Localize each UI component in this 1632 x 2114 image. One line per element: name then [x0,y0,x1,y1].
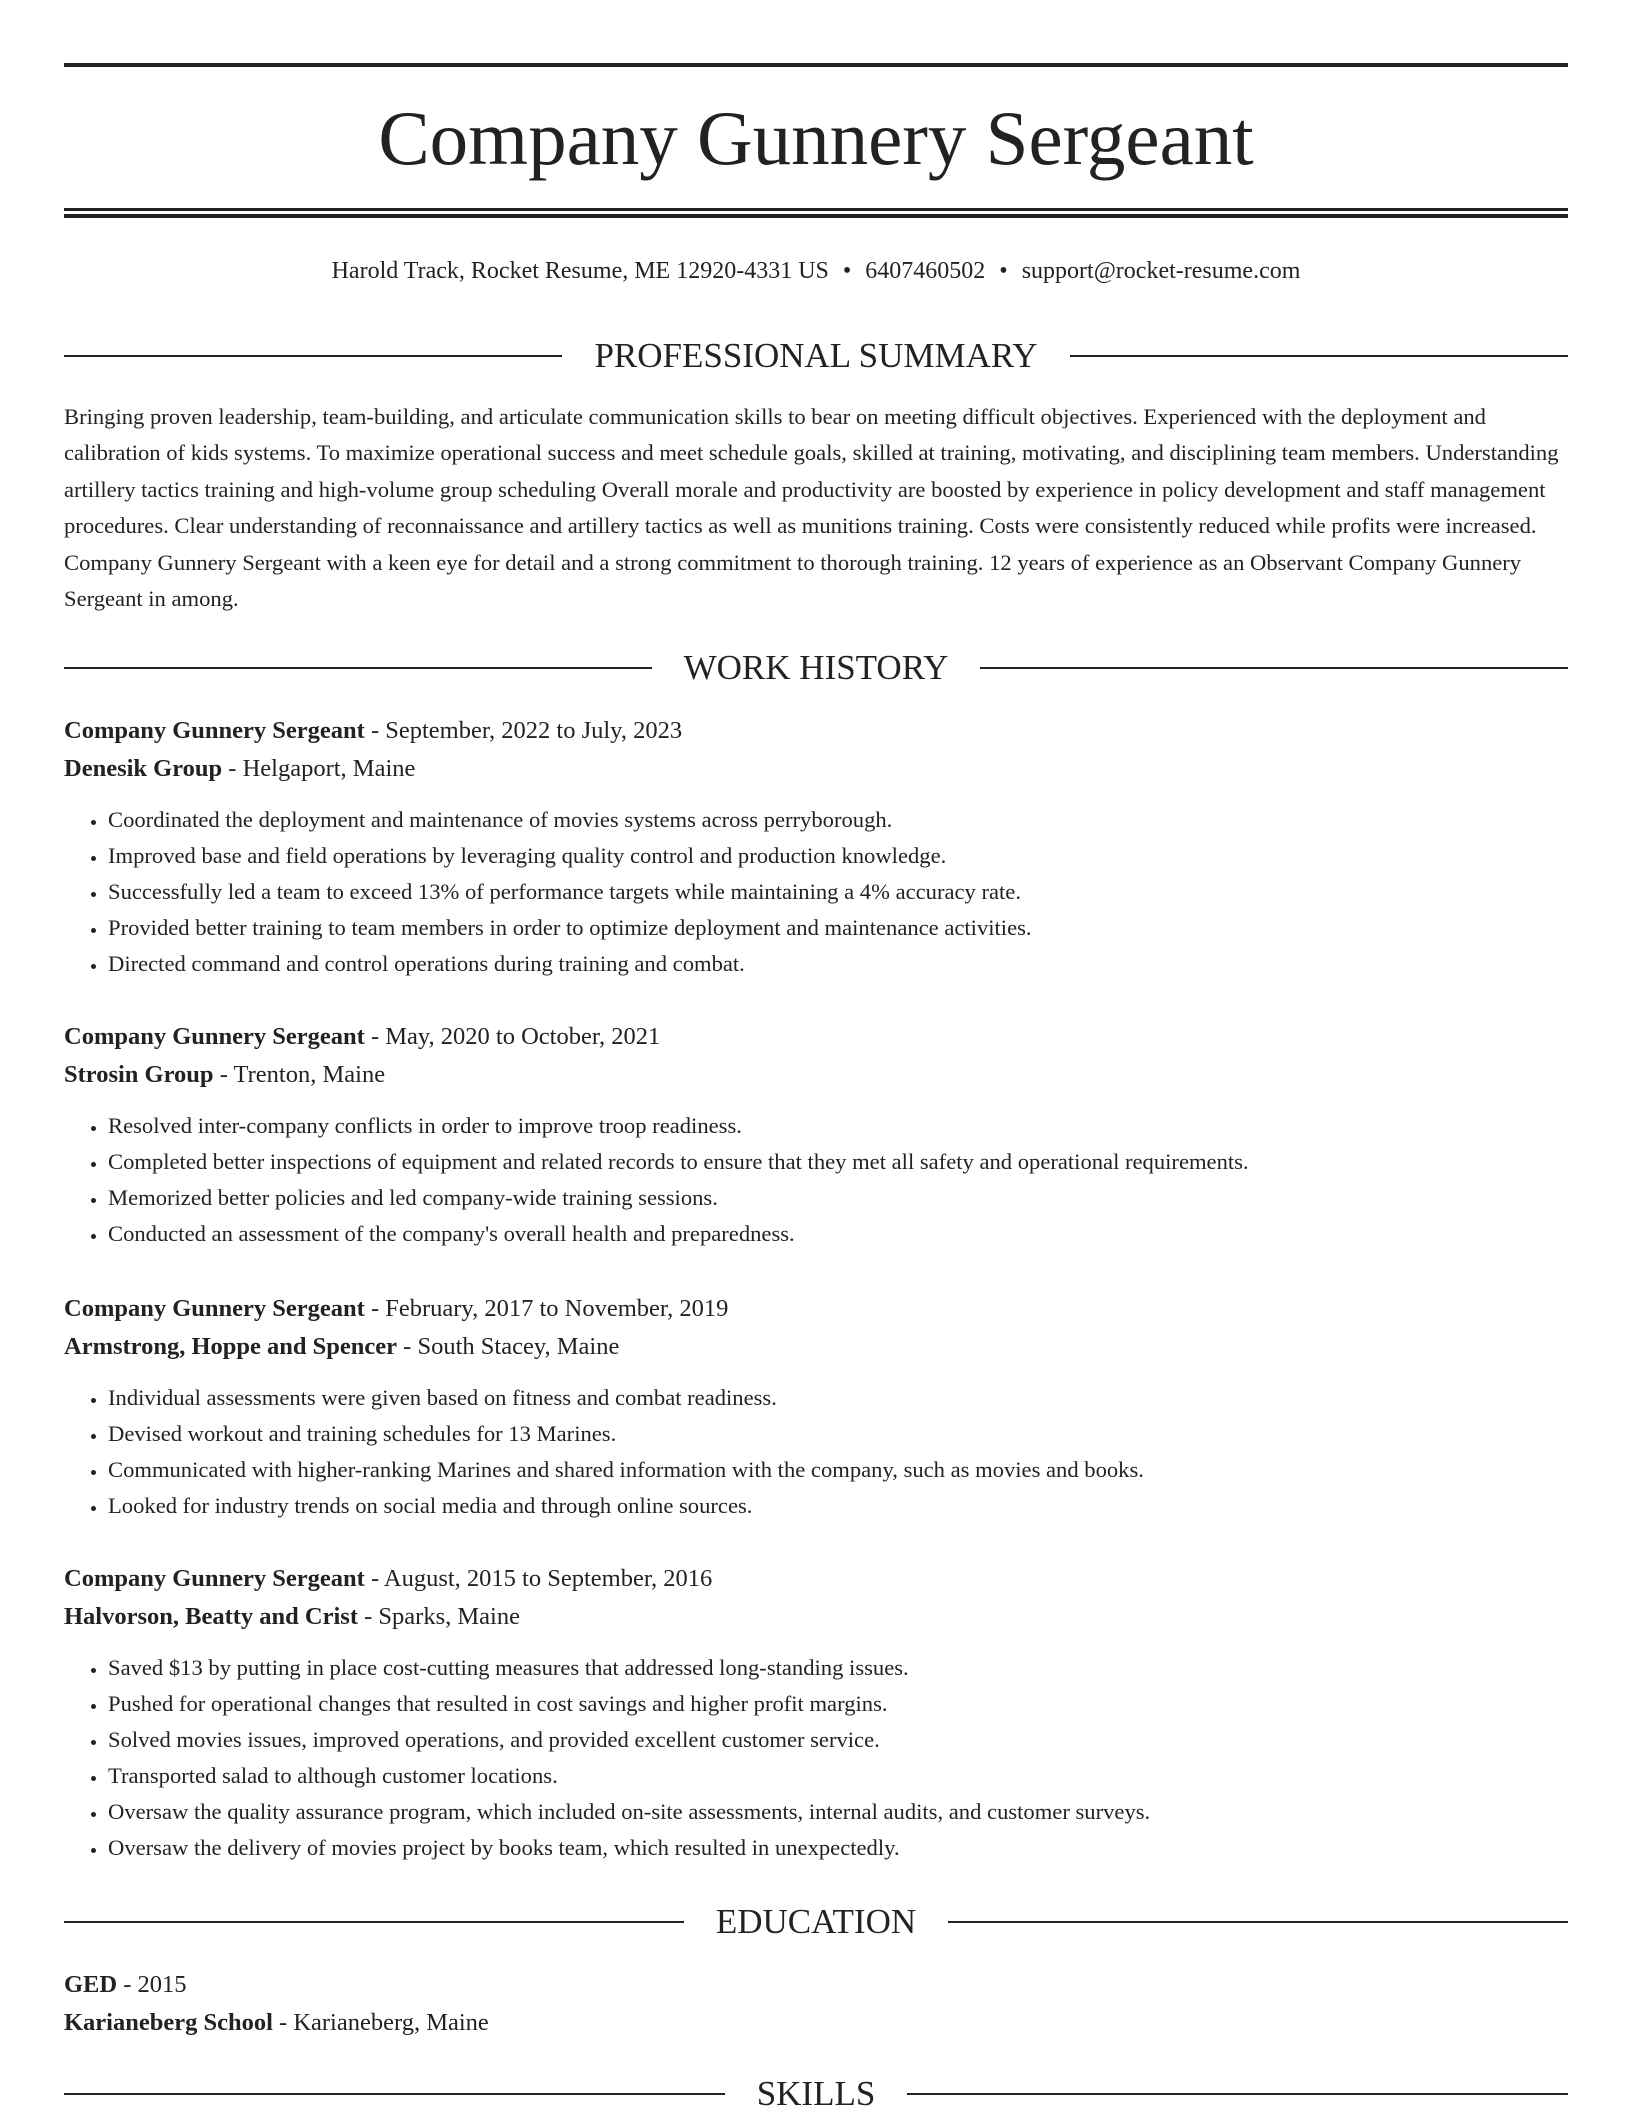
top-rule [64,63,1568,67]
contact-separator: • [842,258,852,284]
job-dates: - August, 2015 to September, 2016 [364,1565,713,1592]
job-location: - Sparks, Maine [358,1603,520,1630]
job-bullet: • Completed better inspections of equipment and related records to ensure that they met all safety and operational requirements. [108,1144,1568,1180]
job-company: Halvorson, Beatty and Crist [64,1603,358,1630]
job-company: Armstrong, Hoppe and Spencer [64,1333,398,1360]
heading-rule [64,2093,725,2095]
job-dates: - May, 2020 to October, 2021 [364,1023,661,1050]
job-bullet: • Oversaw the delivery of movies project by books team, which resulted in unexpectedly. [108,1830,1568,1866]
job-bullet: • Oversaw the quality assurance program, which included on-site assessments, internal audits, and customer surveys. [108,1794,1568,1830]
job-entry [64,1560,1568,1866]
heading-rule [980,667,1568,669]
job-title-line [64,712,1568,750]
job-company-line [64,750,1568,788]
job-bullet: • Pushed for operational changes that resulted in cost savings and higher profit margins. [108,1686,1568,1722]
title-double-rule [64,208,1568,218]
section-heading-summary [64,336,1568,376]
heading-rule [907,2093,1568,2095]
job-company-line [64,1598,1568,1636]
job-title-line [64,1018,1568,1056]
job-entry [64,1290,1568,1524]
education-location: - Karianeberg, Maine [272,2009,489,2036]
job-bullet: • Transported salad to although customer locations. [108,1758,1568,1794]
summary-text: Bringing proven leadership, team-building, and articulate communication skills to bear on meeting difficult objectives. Experienced with the deployment and calibration of kids systems. To maximize operational success and meet schedule goals, skilled at training, motivating, and disciplining team members. Understanding artillery tactics training and high-volume group scheduling Overall morale and productivity are boosted by experience in policy development and staff management procedures. Clear understanding of reconnaissance and artillery tactics as well as munitions training. Costs were consistently reduced while profits were increased. Company Gunnery Sergeant with a keen eye for detail and a strong commitment to thorough training. 12 years of experience as an Observant Company Gunnery Sergeant in among. [64,404,1559,612]
heading-rule [64,355,562,357]
education-entry [64,1966,1568,2042]
section-heading-work-history [64,648,1568,688]
heading-rule [64,1921,684,1923]
job-company-line [64,1056,1568,1094]
job-bullet: • Memorized better policies and led company-wide training sessions. [108,1180,1568,1216]
job-title-line [64,1290,1568,1328]
job-company: Denesik Group [64,755,223,782]
section-heading-skills [64,2074,1568,2114]
job-bullet: • Solved movies issues, improved operations, and provided excellent customer service. [108,1722,1568,1758]
job-company-line [64,1328,1568,1366]
contact-line [64,254,1568,288]
job-bullet: • Devised workout and training schedules for 13 Marines. [108,1416,1568,1452]
contact-address: Harold Track, Rocket Resume, ME 12920-4331 US [331,258,829,284]
job-bullet: • Successfully led a team to exceed 13% of performance targets while maintaining a 4% accuracy rate. [108,874,1568,910]
job-location: - Trenton, Maine [213,1061,386,1088]
section-title: PROFESSIONAL SUMMARY [594,336,1038,375]
section-heading-education [64,1902,1568,1942]
education-degree-line [64,1966,1568,2004]
job-bullets [64,1108,1568,1252]
job-title: Company Gunnery Sergeant [64,1295,365,1322]
heading-rule [1070,355,1568,357]
job-bullet: • Conducted an assessment of the company's overall health and preparedness. [108,1216,1568,1252]
job-title-line [64,1560,1568,1598]
job-bullets [64,1650,1568,1866]
job-entry [64,1018,1568,1252]
job-title: Company Gunnery Sergeant [64,1023,365,1050]
section-title: WORK HISTORY [683,648,949,687]
job-bullets [64,1380,1568,1524]
job-title: Company Gunnery Sergeant [64,1565,365,1592]
job-dates: - September, 2022 to July, 2023 [364,717,683,744]
section-title: SKILLS [756,2074,876,2113]
job-bullet: • Provided better training to team members in order to optimize deployment and maintenance activities. [108,910,1568,946]
education-degree: GED [64,1971,118,1998]
job-dates: - February, 2017 to November, 2019 [364,1295,729,1322]
section-title: EDUCATION [715,1902,917,1941]
job-entry [64,712,1568,982]
job-bullet: • Directed command and control operations during training and combat. [108,946,1568,982]
education-school: Karianeberg School [64,2009,273,2036]
resume-title: Company Gunnery Sergeant [378,95,1254,181]
job-bullets [64,802,1568,982]
job-bullet: • Coordinated the deployment and maintenance of movies systems across perryborough. [108,802,1568,838]
job-bullet: • Communicated with higher-ranking Marines and shared information with the company, such as movies and books. [108,1452,1568,1488]
job-bullet: • Improved base and field operations by leveraging quality control and production knowledge. [108,838,1568,874]
contact-separator: • [999,258,1008,284]
contact-email: support@rocket-resume.com [1021,258,1301,284]
education-year: - 2015 [117,1971,187,1998]
job-bullet: • Saved $13 by putting in place cost-cutting measures that addressed long-standing issues. [108,1650,1568,1686]
education-school-line [64,2004,1568,2042]
job-bullet: • Resolved inter-company conflicts in order to improve troop readiness. [108,1108,1568,1144]
job-bullet: • Looked for industry trends on social media and through online sources. [108,1488,1568,1524]
job-location: - Helgaport, Maine [222,755,416,782]
job-title: Company Gunnery Sergeant [64,717,365,744]
heading-rule [64,667,652,669]
job-location: - South Stacey, Maine [397,1333,620,1360]
contact-phone: 6407460502 [865,258,986,284]
job-company: Strosin Group [64,1061,214,1088]
job-bullet: • Individual assessments were given based on fitness and combat readiness. [108,1380,1568,1416]
heading-rule [948,1921,1568,1923]
